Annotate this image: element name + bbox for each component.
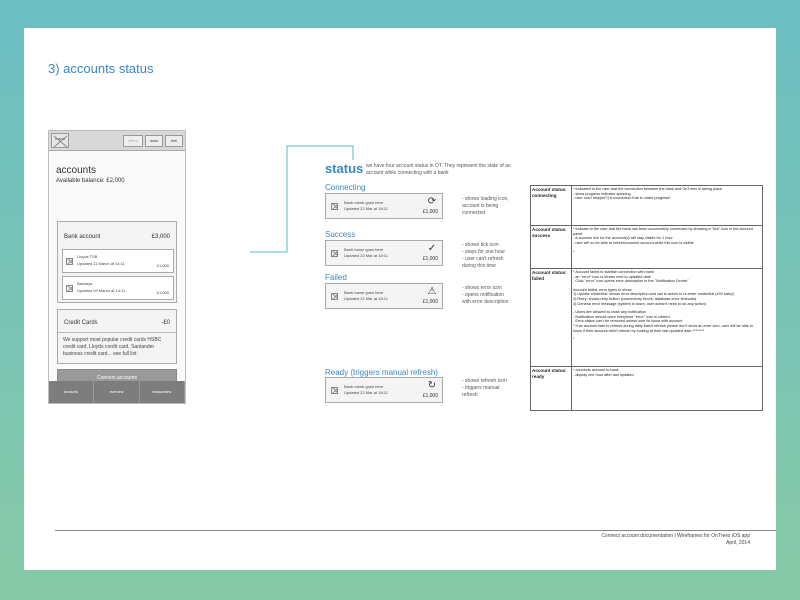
table-row-heading: Account status: failed [531, 269, 572, 367]
status-description: we have four account status in OT. They represent the state of an account while connecting with a bank [366, 163, 511, 176]
failed-card[interactable] [325, 283, 443, 309]
table-line: - Notification should open everytime "error" icon is clicked [573, 314, 670, 319]
success-label: Success [325, 230, 356, 239]
credit-cards-text: We support most popular credit cards HSBC credit card, Lloyds credit card, Santander business credit card... see full list [63, 337, 162, 357]
table-row [531, 269, 763, 367]
footer [601, 533, 750, 547]
footer-divider [55, 530, 776, 531]
note: refresh [462, 392, 478, 398]
note: - shows loading icon, [462, 196, 509, 202]
table-row [531, 367, 763, 411]
table-line: - A success tick for the account(s) will stay visible for 1 hour [573, 236, 673, 241]
credit-cards-total: -£0 [161, 320, 170, 326]
ready-label: Ready (triggers manual refresh) [325, 368, 438, 377]
note: - stays for one hour [462, 249, 506, 255]
table-row-body [572, 269, 763, 367]
table-line: - Users are allowed to close any notification [573, 310, 647, 315]
connecting-notes [462, 196, 524, 217]
bank-name: Bank name goes here [344, 247, 384, 252]
table-line: - user will no be able to refresh/connect account while this icon is visible [573, 240, 694, 245]
bank-logo-icon [331, 293, 338, 300]
page-heading: 3) accounts status [48, 61, 154, 76]
tab-accounts[interactable]: accounts [49, 381, 94, 403]
amount: £1,000 [422, 256, 438, 262]
note: with error description [462, 299, 509, 305]
available-balance: Available balance: £2,000 [56, 178, 125, 184]
bell-button[interactable]: bell [165, 135, 183, 147]
note: connected [462, 210, 486, 216]
table-row-heading: Account status: connecting [531, 186, 572, 226]
updated-date: Updated 22 Mar at 18:11 [344, 390, 388, 395]
failed-notes [462, 285, 524, 306]
note: - shows refresh icon [462, 378, 507, 384]
success-notes [462, 242, 524, 270]
note: - triggers manual [462, 385, 500, 391]
bank-account-total: £3,000 [151, 234, 170, 240]
credit-cards-title: Credit Cards [64, 320, 98, 326]
note: - opens notification [462, 292, 504, 298]
bank-logo-icon [331, 203, 338, 210]
connecting-label: Connecting [325, 183, 366, 192]
footer-title: Connect account documentation | Wireframes for OnTrees iOS app [601, 533, 750, 539]
note: - shows error icon [462, 285, 502, 291]
table-line: - Error status can't be removed unless user fix issue with account [573, 319, 683, 324]
amount: £1,000 [422, 209, 438, 215]
table-line: * indicate to the user that the bank has been successfully connected by showing a "tick" icon in the account panel. [573, 227, 753, 236]
updated-date: Updated 22 Mar at 18:11 [344, 296, 388, 301]
note: - shows tick icon [462, 242, 499, 248]
table-line: * Account failed to stablish connection with bank [573, 270, 654, 274]
table-line: * If an account fails to refresh during daily batch refresh please don't show an error icon, user will be able to know if their account didn't refresh by looking at their last updated date ******** [573, 323, 754, 333]
tab-overview[interactable]: overview [94, 381, 139, 403]
bank-name: Bank name goes here [344, 200, 384, 205]
table-row [531, 226, 763, 269]
table-line: * [573, 250, 575, 255]
table-line: Account failed, error types to show: [573, 287, 633, 292]
status-title: status [325, 161, 364, 176]
amount: £1,000 [422, 393, 438, 399]
account-name: Barclays [77, 281, 93, 286]
updated-date: Updated 22 Mar at 18:11 [344, 206, 388, 211]
note: during this time [462, 263, 496, 269]
bank-account-title: Bank account [64, 234, 101, 240]
account-amount: £1,000 [156, 263, 169, 268]
data-button[interactable]: data [145, 135, 163, 147]
table-line: 1) Update credential: shows error description and call to action to re-enter credential (402 baby!) [573, 292, 735, 297]
loading-icon: ⟳ [427, 196, 437, 207]
ready-card[interactable] [325, 377, 443, 403]
table-row-body [572, 186, 763, 226]
note: - user can't refresh [462, 256, 504, 262]
table-line: * [573, 337, 575, 342]
connecting-card[interactable] [325, 193, 443, 219]
bank-name: Bank name goes here [344, 290, 384, 295]
bank-name: Bank name goes here [344, 384, 384, 389]
table-row-body [572, 226, 763, 269]
menu-label: menu [54, 136, 65, 141]
failed-label: Failed [325, 273, 347, 282]
note: account is being [462, 203, 499, 209]
bank-logo-icon [331, 250, 338, 257]
table-row [531, 186, 763, 226]
warning-icon[interactable]: ⚠ [427, 286, 437, 297]
table-line: - an "error" icon is shown next to updated date [573, 274, 651, 279]
tab-transactions[interactable]: transactions [140, 381, 185, 403]
ready-notes [462, 378, 524, 399]
offers-button[interactable]: offers [123, 135, 143, 147]
table-line: - Click "error" icon opens error description in the "Notification Centre" [573, 279, 689, 284]
table-row-heading: Account status: success [531, 226, 572, 269]
tick-icon: ✓ [427, 243, 437, 254]
updated-date: Updated 22 Mar at 18:11 [344, 253, 388, 258]
success-card[interactable] [325, 240, 443, 266]
table-row-body [572, 367, 763, 411]
refresh-icon[interactable]: ↻ [427, 380, 437, 391]
table-line: * indicated to the user that the connection between the bank and OnTrees is taking place [573, 187, 723, 191]
bank-logo-icon [331, 387, 338, 394]
table-line: 3) General error message (system is down, user doesn't need to do any action) [573, 301, 707, 306]
table-line: - show progress indicator spinning [573, 191, 631, 196]
table-row-heading: Account status: ready [531, 367, 572, 411]
table-line: - display one hour after last updated [573, 372, 634, 377]
account-updated: Updated 11 March at 14:11 [77, 261, 125, 266]
amount: £1,000 [422, 299, 438, 305]
accounts-title: accounts [56, 165, 97, 176]
table-line: 2) Retry: shows retry button (connectivity errors, database error timeouts) [573, 296, 697, 301]
table-line: * connects account to bank [573, 368, 619, 372]
status-table [530, 185, 763, 411]
connect-accounts-button[interactable]: Connect accounts [57, 369, 177, 385]
table-line: - user can't stop(ed?) a connection that is under progress* [573, 196, 671, 201]
account-amount: £1,000 [156, 290, 169, 295]
footer-date: April, 2014 [726, 540, 750, 546]
account-name: Lloyds TSB [77, 254, 98, 259]
account-updated: Updated 09 March at 14:11 [77, 288, 126, 293]
